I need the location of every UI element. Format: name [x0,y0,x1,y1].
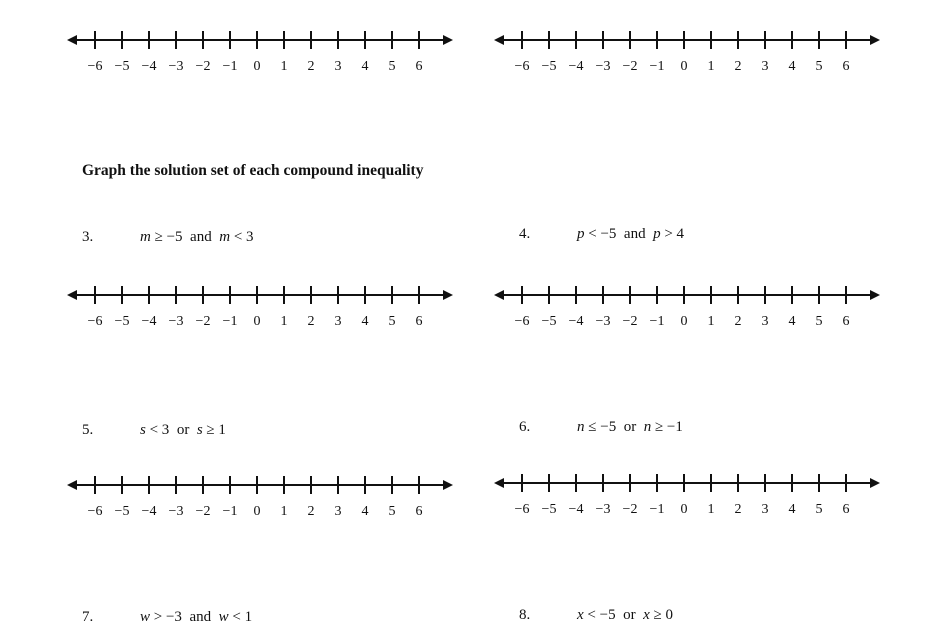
number-line-top-left [65,25,465,74]
tick-label: −1 [222,59,238,74]
problem-number: 6. [519,419,531,435]
tick-label: 1 [707,314,715,329]
tick-label: 0 [680,502,688,517]
tick-label: −2 [622,59,638,74]
tick-label: −1 [649,59,665,74]
tick-label: −5 [114,59,130,74]
tick-label: −5 [114,504,130,519]
tick-label: 4 [361,314,369,329]
tick-label: 2 [307,314,315,329]
number-line-top-right [492,25,892,74]
tick-label: 5 [388,504,396,519]
tick-label: −3 [168,59,184,74]
tick-label: 4 [788,502,796,517]
tick-label: −5 [541,502,557,517]
tick-label: −5 [541,314,557,329]
tick-label: 3 [334,314,342,329]
tick-label: −3 [595,314,611,329]
tick-label: −4 [568,502,584,517]
tick-label: 1 [280,504,288,519]
tick-label: 1 [707,502,715,517]
arrow-left-icon [67,290,77,300]
tick-label: −6 [514,502,530,517]
tick-label: −1 [649,314,665,329]
problem-number: 7. [82,609,94,625]
tick-label: −6 [514,59,530,74]
tick-label: −1 [649,502,665,517]
tick-label: −4 [141,504,157,519]
tick-label: 1 [280,314,288,329]
tick-label: −4 [141,59,157,74]
tick-label: −4 [141,314,157,329]
tick-label: −2 [622,502,638,517]
tick-label: −4 [568,59,584,74]
arrow-right-icon [870,478,880,488]
tick-label: 6 [415,314,423,329]
arrow-right-icon [870,290,880,300]
tick-label: 6 [842,59,850,74]
tick-label: 0 [680,59,688,74]
tick-label: −1 [222,504,238,519]
arrow-left-icon [67,35,77,45]
tick-label: 4 [788,59,796,74]
tick-label: 0 [253,504,261,519]
arrow-left-icon [67,480,77,490]
tick-label: 2 [734,314,742,329]
tick-label: 2 [307,59,315,74]
tick-label: −4 [568,314,584,329]
tick-label: 1 [707,59,715,74]
problem-number: 8. [519,607,531,623]
inequality-expression: x < −5 or x ≥ 0 [577,607,673,623]
arrow-left-icon [494,290,504,300]
number-line-6 [492,468,892,517]
tick-label: 6 [842,314,850,329]
tick-label: −5 [541,59,557,74]
tick-label: 4 [361,504,369,519]
arrow-right-icon [870,35,880,45]
arrow-right-icon [443,290,453,300]
inequality-expression: w > −3 and w < 1 [140,609,253,625]
tick-label: −6 [514,314,530,329]
tick-label: −3 [595,502,611,517]
tick-label: 0 [253,59,261,74]
tick-label: 2 [734,502,742,517]
tick-label: −2 [195,314,211,329]
tick-label: −3 [168,314,184,329]
tick-label: 5 [388,59,396,74]
number-line-4 [492,280,892,329]
tick-label: 6 [415,59,423,74]
tick-label: 4 [788,314,796,329]
inequality-expression: s < 3 or s ≥ 1 [140,422,226,438]
problem-number: 4. [519,226,531,242]
tick-label: 4 [361,59,369,74]
tick-label: 1 [280,59,288,74]
tick-label: 0 [253,314,261,329]
tick-label: 0 [680,314,688,329]
tick-label: 2 [734,59,742,74]
tick-label: −2 [622,314,638,329]
arrow-left-icon [494,478,504,488]
tick-label: −3 [168,504,184,519]
tick-label: −5 [114,314,130,329]
arrow-right-icon [443,480,453,490]
number-line-5 [65,470,465,519]
problem-number: 5. [82,422,94,438]
inequality-expression: m ≥ −5 and m < 3 [140,229,254,245]
tick-label: −2 [195,504,211,519]
inequality-expression: p < −5 and p > 4 [577,226,685,242]
tick-label: 3 [761,502,769,517]
tick-label: −2 [195,59,211,74]
tick-label: 5 [815,314,823,329]
tick-label: −6 [87,59,103,74]
problem-number: 3. [82,229,94,245]
tick-label: 3 [761,59,769,74]
number-line-3 [65,280,465,329]
tick-label: 3 [761,314,769,329]
tick-label: 3 [334,504,342,519]
tick-label: −6 [87,314,103,329]
inequality-expression: n ≤ −5 or n ≥ −1 [577,419,683,435]
section-heading: Graph the solution set of each compound inequality [82,162,424,179]
tick-label: 6 [415,504,423,519]
tick-label: 6 [842,502,850,517]
tick-label: −3 [595,59,611,74]
tick-label: 2 [307,504,315,519]
tick-label: −6 [87,504,103,519]
tick-label: −1 [222,314,238,329]
tick-label: 5 [815,502,823,517]
tick-label: 5 [815,59,823,74]
tick-label: 3 [334,59,342,74]
tick-label: 5 [388,314,396,329]
arrow-left-icon [494,35,504,45]
arrow-right-icon [443,35,453,45]
